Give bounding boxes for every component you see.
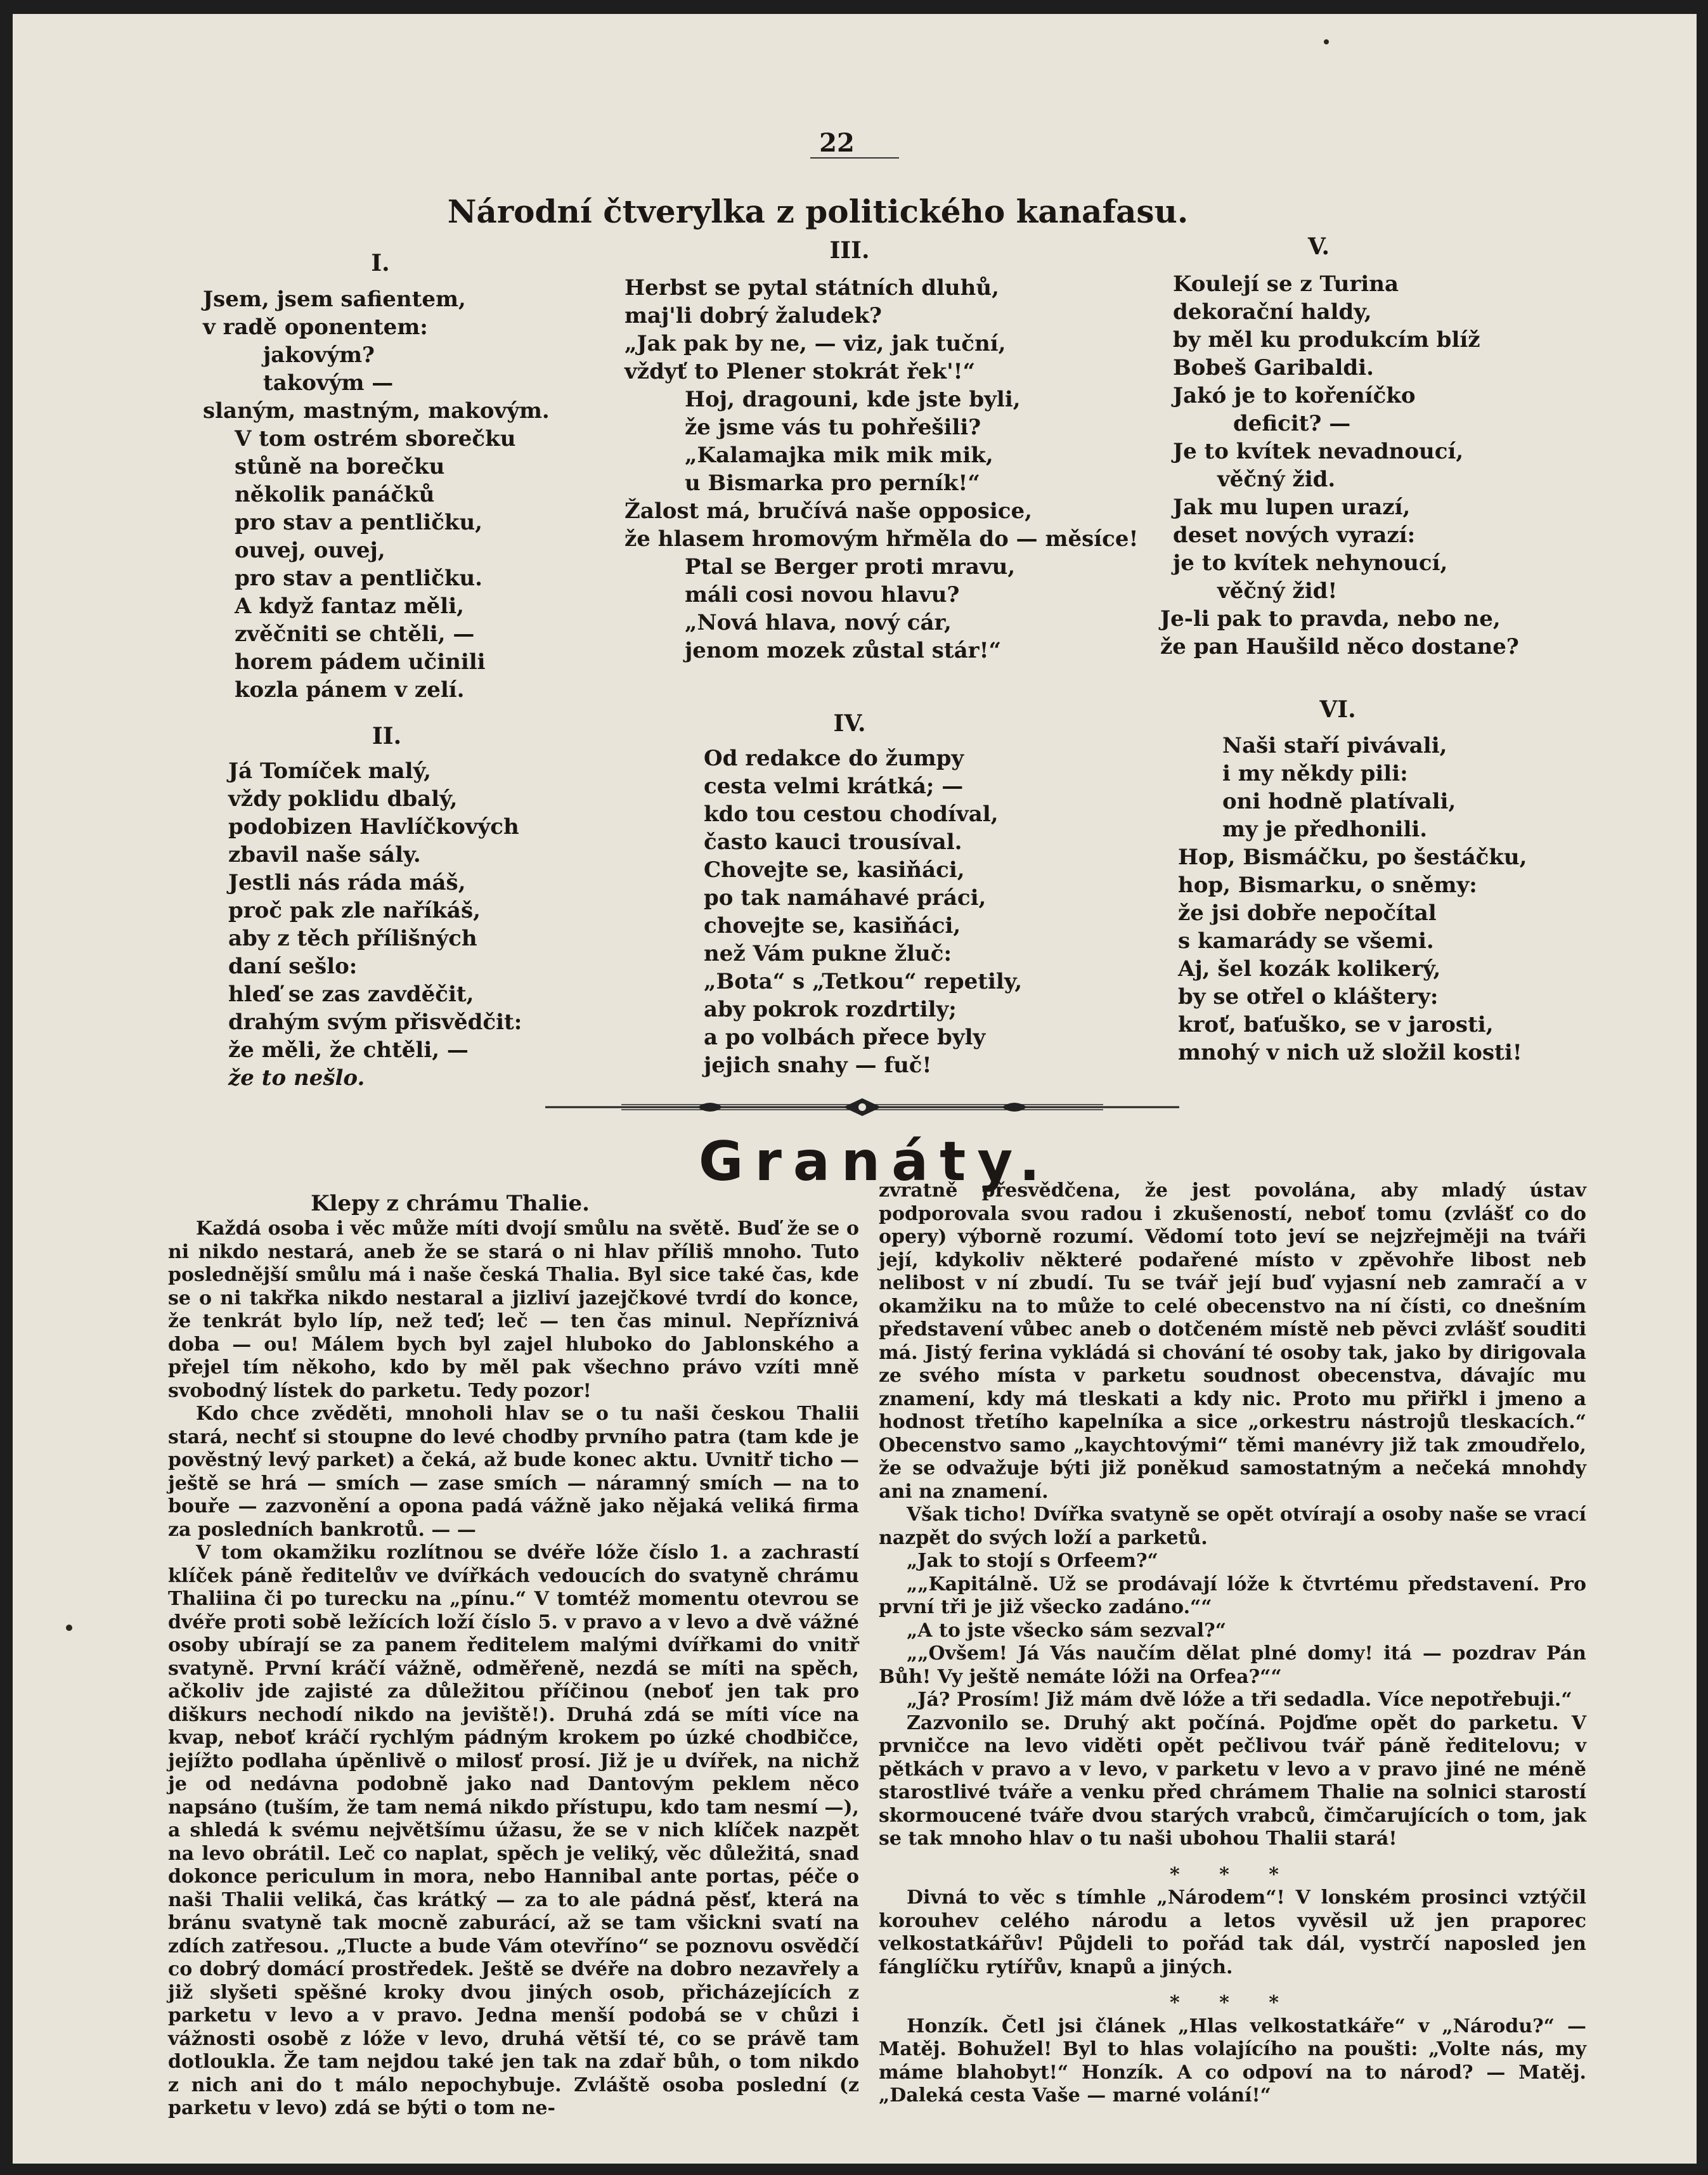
verse-line: my je předhonili.: [1222, 817, 1428, 842]
article-paragraph: zvratně přesvědčena, že jest povolána, aby mladý ústav podporovala svou radou i zkušeností, neboť tomu (zvlášť co do opery) výborně rozumí. Vědomí toto jeví se nejzřejměji na tváři její, kdykoliv některé podařené místo v zpěvohře libost neb nelibost v ní zbudí. Tu se tvář její buď vyjasní neb zamračí a v okamžiku na to může to celé obecenstvo na ní čísti, co dnešním představení vůbec aneb o dotčeném místě neb pěvci zvlášť souditi má. Jistý ferina vykládá si chování té osoby tak, jako by dirigovala ze svého místa v parketu soudnost obecenstva, dávajíc mu znamení, kdy má tleskati a kdy nic. Proto mu přiřkl i jmeno a hodnost třetího kapelníka a sice „orkestru nástrojů tleskacích.“ Obecenstvo samo „kaychtovými“ těmi manévry již tak zmoudřelo, že se odvažuje býti již poněkud samostatným a nečeká mnohdy ani na znamení.: [879, 1179, 1586, 1503]
verse-line: „Nová hlava, nový cár,: [685, 610, 952, 635]
section-numeral-2: II.: [372, 723, 402, 750]
article-paragraph: Kdo chce zvěděti, mnoholi hlav se o tu naši českou Thalii stará, nechť si stoupne do levé chodby prvního patra (tam kde je pověstný levý parket) a čeká, až bude konec aktu. Uvnitř ticho — ještě se hrá — smích — zase smích — náramný smích — na to bouře — zazvonění a opona padá vážně jako nějaká veliká firma za posledních bankrotů. — —: [168, 1403, 859, 1541]
verse-line: Aj, šel kozák kolikerý,: [1178, 956, 1441, 982]
verse-line: věčný žid.: [1217, 467, 1336, 492]
verse-section-4: [704, 744, 1097, 1079]
verse-line: podobizen Havlíčkových: [228, 814, 519, 840]
verse-line: V tom ostrém sborečku: [235, 426, 516, 451]
verse-line: kroť, baťuško, se v jarosti,: [1178, 1012, 1494, 1037]
verse-line: že pan Haušild něco dostane?: [1160, 634, 1519, 659]
verse-line: deset nových vyrazí:: [1173, 523, 1416, 548]
verse-line: Hoj, dragouni, kde jste byli,: [685, 387, 1021, 412]
article-paragraph: Každá osoba i věc může míti dvojí smůlu na světě. Buď že se o ni nikdo nestará, aneb že se stará o ni hlav příliš mnoho. Tuto poslednější smůlu má i naše česká Thalia. Byl sice také čas, kde se o ni takřka nikdo nestaral a jizliví jazejčkové tvrdí do konce, že tenkrát bylo líp, než teď; leč — ten čas minul. Nepříznivá doba — ou! Málem bych byl zajel hluboko do Jablonského a přejel tím někoho, kdo by měl pak všechno právo vzíti mně svobodný lístek do parketu. Tedy pozor!: [168, 1217, 859, 1402]
verse-line: pro stav a pentličku,: [235, 510, 483, 535]
verse-line: s kamarády se všemi.: [1178, 928, 1434, 954]
verse-line: Ptal se Berger proti mravu,: [685, 554, 1016, 580]
verse-line: máli cosi novou hlavu?: [685, 582, 960, 607]
verse-line: deficit? —: [1233, 411, 1351, 436]
article-paragraph: Však ticho! Dvířka svatyně se opět otvírají a osoby naše se vrací nazpět do svých loží a parketů.: [879, 1503, 1586, 1549]
dialogue-line: „A to jste všecko sám sezval?“: [907, 1619, 1226, 1642]
verse-line: by měl ku produkcím blíž: [1173, 327, 1480, 353]
verse-line: Jsem, jsem safientem,: [203, 287, 466, 312]
verse-line: „Jak pak by ne, — viz, jak tuční,: [624, 331, 1006, 356]
verse-line: by se otřel o kláštery:: [1178, 984, 1439, 1010]
section-heading-granaty: Granáty.: [698, 1130, 1052, 1193]
verse-line: zvěčniti se chtěli, —: [235, 621, 475, 647]
verse-line: jakovým?: [263, 342, 375, 368]
verse-line: ouvej, ouvej,: [235, 538, 385, 563]
verse-line: Hop, Bismáčku, po šestáčku,: [1178, 845, 1527, 870]
asterism-divider: * * *: [1170, 1992, 1295, 2014]
verse-line: Jakó je to kořeníčko: [1173, 383, 1416, 408]
verse-line: chovejte se, kasiňáci,: [704, 913, 961, 938]
verse-line: je to kvítek nehynoucí,: [1173, 550, 1448, 576]
verse-line: Bobeš Garibaldi.: [1173, 355, 1374, 380]
section-numeral-3: III.: [829, 237, 870, 264]
verse-line: „Bota“ s „Tetkou“ repetily,: [704, 969, 1023, 994]
page-number-rule: [810, 157, 899, 159]
section-numeral-1: I.: [371, 250, 390, 276]
verse-line: než Vám pukne žluč:: [704, 941, 952, 966]
verse-section-1: [203, 285, 558, 704]
page-number: 22: [819, 128, 855, 158]
verse-line: jenom mozek zůstal stár!“: [685, 638, 1002, 663]
verse-line: dekorační haldy,: [1173, 299, 1372, 325]
verse-line: hop, Bismarku, o sněmy:: [1178, 873, 1477, 898]
verse-line: maj'li dobrý žaludek?: [624, 303, 882, 328]
verse-section-5: [1160, 270, 1617, 661]
verse-line: Já Tomíček malý,: [228, 758, 431, 784]
article-subheading: Klepy z chrámu Thalie.: [311, 1191, 590, 1216]
dialogue-line: „Já? Prosím! Již mám dvě lóže a tři sedadla. Více nepotřebuji.“: [907, 1689, 1572, 1711]
article-paragraph: Honzík. Četl jsi článek „Hlas velkostatkáře“ v „Národu?“ — Matěj. Bohužel! Byl to hlas volajícího na poušti: „Volte nás, my máme blahobyt!“ Honzík. A co odpoví na to národ? — Matěj. „Daleká cesta Vaše — marné volání!“: [879, 2015, 1586, 2107]
newspaper-page: [13, 14, 1697, 2164]
verse-line: slaným, mastným, makovým.: [203, 398, 550, 424]
verse-line: kozla pánem v zelí.: [235, 677, 465, 703]
verse-line: v radě oponentem:: [203, 315, 428, 340]
verse-line: stůně na borečku: [235, 454, 445, 479]
verse-line: hleď se zas zavděčit,: [228, 982, 474, 1007]
verse-section-2: [228, 757, 583, 1092]
verse-line: drahým svým přisvědčit:: [228, 1010, 522, 1035]
article-paragraph: V tom okamžiku rozlítnou se dvéře lóže číslo 1. a zachrastí klíček páně ředitelův ve dvířkách vedoucích do svatyně chrámu Thaliina či po turecku na „pínu.“ V tomtéž momentu otevrou se dvéře proti sobě ležících loží číslo 5. v pravo a v levo a dvě vážné osoby ubírají se za panem ředitelem malými dvířkami do vnitř svatyně. První kráčí vážně, odměřeně, nezdá se míti na spěch, ačkoliv jde zajisté za důležitou příčinou (neboť jen tak pro diškurs nechodí nikdo na jeviště!). Druhá zdá se míti více na kvap, neboť kráčí rychlým pádným krokem po úzké chodbičce, jejížto podlaha úpěnlivě o milosť prosí. Již je u dvířek, na nichž je od nedávna podobně jako nad Dantovým peklem něco napsáno (tuším, že tam nemá nikdo přístupu, kdo tam nesmí —), a shledá k svému největšímu úžasu, že se v nich klíček nazpět na levo obrátil. Leč co naplat, spěch je veliký, věc důležitá, snad dokonce periculum in mora, nebo Hannibal ante portas, péče o naši Thalii veliká, čas krátký — za to ale pádná pěsť, která na bránu svatyně tak mocně zaburácí, až se tam všickni svatí na zdích zatřesou. „Tlucte a bude Vám otevříno“ se poznovu osvědčí co dobrý domácí prostředek. Ještě se dvéře na dobro nezavřely a již slyšeti spěšné kroky dvou jiných osob, přicházejících z parketu v levo a v pravo. Jedna menší podobá se v chůzi i vážnosti osobě z lóže v levo, druhá větší té, co se právě tam dotloukla. Že tam nejdou také jen tak na zdař bůh, o tom nikdo z nich ani do t málo nepochybuje. Zvláště osoba poslední (z parketu v levo) zdá se býti o tom ne-: [168, 1542, 859, 2119]
verse-line: horem pádem učinili: [235, 649, 486, 675]
verse-line: že hlasem hromovým hřměla do — měsíce!: [624, 526, 1139, 552]
ornament-divider: [545, 1094, 1179, 1120]
verse-line: aby z těch přílišných: [228, 926, 477, 951]
section-numeral-5: V.: [1307, 233, 1330, 260]
verse-line: vždy poklidu dbalý,: [228, 786, 458, 812]
verse-line: Jestli nás ráda máš,: [228, 870, 466, 895]
verse-line: že měli, že chtěli, —: [228, 1037, 469, 1063]
verse-line: i my někdy pili:: [1222, 761, 1408, 786]
verse-line: A když fantaz měli,: [235, 594, 464, 619]
verse-line: aby pokrok rozdrtily;: [704, 997, 957, 1022]
asterism-divider: * * *: [1170, 1863, 1295, 1886]
dialogue-line: „„Ovšem! Já Vás naučím dělat plné domy! itá — pozdrav Pán Bůh! Vy ještě nemáte lóži na Orfea?““: [879, 1642, 1586, 1688]
verse-line: mnohý v nich už složil kosti!: [1178, 1040, 1522, 1065]
poem-title: Národní čtverylka z politického kanafasu.: [447, 193, 1189, 230]
ink-speck: [1324, 39, 1329, 44]
verse-line: u Bismarka pro perník!“: [685, 471, 980, 496]
dialogue-line: „Jak to stojí s Orfeem?“: [907, 1550, 1158, 1572]
verse-line: takovým —: [263, 370, 394, 396]
verse-line: pro stav a pentličku.: [235, 566, 483, 591]
ink-speck: [66, 1625, 72, 1631]
article-column-right: [879, 1179, 1586, 2108]
verse-line: že jsi dobře nepočítal: [1178, 900, 1437, 926]
verse-line: cesta velmi krátká; —: [704, 774, 964, 799]
verse-line: oni hodně platívali,: [1222, 789, 1456, 814]
article-column-left: [168, 1217, 859, 2120]
verse-line: vždyť to Plener stokrát řek'!“: [624, 359, 976, 384]
verse-line: Herbst se pytal státních dluhů,: [624, 275, 999, 301]
article-paragraph: Divná to věc s tímhle „Národem“! V lonském prosinci vztýčil korouhev celého národu a letos vyvěsil už jen praporec velkostatkářův! Půjdeli to pořád tak dál, vystrčí naposled jen fánglíčku rytířův, knapů a jiných.: [879, 1886, 1586, 1978]
verse-line: často kauci trousíval.: [704, 829, 962, 855]
verse-line: kdo tou cestou chodíval,: [704, 802, 999, 827]
verse-line: Chovejte se, kasiňáci,: [704, 857, 965, 883]
verse-line: že jsme vás tu pohřešili?: [685, 415, 981, 440]
section-numeral-6: VI.: [1319, 696, 1356, 723]
verse-line: daní sešlo:: [228, 954, 358, 979]
verse-line: Žalost má, bručívá naše opposice,: [624, 498, 1032, 524]
verse-line: „Kalamajka mik mik mik,: [685, 443, 993, 468]
verse-line: zbavil naše sály.: [228, 842, 421, 867]
article-paragraph: Zazvonilo se. Druhý akt počíná. Pojďme opět do parketu. V prvničce na levo viděti opět pečlivou tvář páně ředitelovu; v pětkách v pravo a v levo, v parketu v levo a v pravo jiné ne méně starostlivé tváře a venku před chrámem Thalie na solnici starostí skormoucené tváře dvou starých vrabců, čimčarujících o tom, jak se tak mnoho hlav o tu naši ubohou Thalii stará!: [879, 1711, 1586, 1850]
verse-section-6: [1178, 732, 1622, 1067]
verse-line: po tak namáhavé práci,: [704, 885, 987, 911]
verse-line: proč pak zle naříkáš,: [228, 898, 481, 923]
verse-line: Je to kvítek nevadnoucí,: [1173, 439, 1464, 464]
verse-line: Koulejí se z Turina: [1173, 271, 1399, 297]
verse-line: jejich snahy — fuč!: [704, 1053, 932, 1078]
verse-line: že to nešlo.: [228, 1065, 365, 1091]
verse-line: věčný žid!: [1217, 578, 1338, 604]
section-numeral-4: IV.: [833, 710, 866, 737]
dialogue-line: „„Kapitálně. Už se prodávají lóže k čtvrtému představení. Pro první tři je již všecko zadáno.““: [879, 1573, 1586, 1618]
verse-line: Naši staří pivávali,: [1222, 733, 1447, 758]
verse-line: Jak mu lupen urazí,: [1173, 495, 1411, 520]
verse-line: několik panáčků: [235, 482, 435, 507]
verse-line: a po volbách přece byly: [704, 1025, 986, 1050]
verse-line: Je-li pak to pravda, nebo ne,: [1160, 606, 1501, 632]
verse-section-3: [624, 274, 1139, 665]
verse-line: Od redakce do žumpy: [704, 746, 964, 771]
